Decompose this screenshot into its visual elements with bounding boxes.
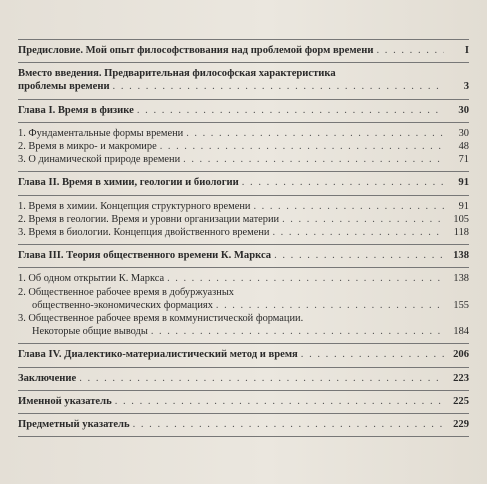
leader-dots — [167, 272, 444, 285]
toc-entry-chapter-4[interactable] — [18, 348, 469, 361]
entry-title: 1. Фундаментальные формы времени — [18, 127, 184, 139]
entry-page: 30 — [458, 127, 469, 139]
entry-page: 118 — [453, 227, 469, 239]
entry-title: 2. Время в геологии. Время и уровни организации материи — [18, 213, 280, 225]
leader-dots — [186, 127, 444, 140]
toc-entry-3-2[interactable] — [18, 286, 469, 312]
leader-dots — [376, 44, 444, 57]
leader-dots — [216, 299, 444, 312]
entry-title: Предисловие. Мой опыт философствования над проблемой форм времени — [18, 45, 374, 56]
entry-page: 206 — [453, 349, 469, 361]
divider — [18, 413, 469, 414]
leader-dots — [274, 249, 444, 262]
entry-title: 3. О динамической природе времени — [18, 154, 181, 166]
entry-title: Глава IV. Диалектико-материалистический метод и время — [18, 349, 298, 361]
entry-title: Глава II. Время в химии, геологии и биологии — [18, 177, 239, 189]
entry-page: 30 — [458, 104, 469, 116]
toc-entry-conclusion[interactable] — [18, 372, 469, 385]
toc-entry-chapter-1[interactable] — [18, 104, 469, 117]
divider — [18, 436, 469, 437]
divider — [18, 39, 469, 40]
toc-entry-2-1[interactable] — [18, 200, 469, 213]
entry-page: 105 — [453, 213, 469, 225]
entry-title: 3. Время в биологии. Концепция двойственного времени — [18, 227, 270, 239]
divider — [18, 62, 469, 63]
toc-entry-2-3[interactable] — [18, 226, 469, 239]
entry-title: 2. Время в микро- и макромире — [18, 141, 157, 153]
leader-dots — [282, 213, 444, 226]
entry-page: 229 — [453, 419, 469, 431]
leader-dots — [242, 176, 444, 189]
entry-page: 91 — [458, 177, 469, 189]
entry-page: 223 — [453, 372, 469, 384]
entry-title-line2: проблемы времени — [18, 81, 110, 93]
entry-page: 71 — [458, 154, 469, 166]
divider — [18, 99, 469, 100]
entry-page: 138 — [453, 250, 469, 262]
leader-dots — [183, 153, 444, 166]
divider — [18, 244, 469, 245]
leader-dots — [115, 395, 444, 408]
entry-title-line2: Некоторые общие выводы — [32, 326, 148, 338]
entry-page: 3 — [463, 81, 469, 93]
divider — [18, 390, 469, 391]
toc-entry-2-2[interactable] — [18, 213, 469, 226]
entry-title: 1. Время в химии. Концепция структурного времени — [18, 200, 251, 212]
toc-entry-preface[interactable] — [18, 44, 469, 57]
toc-entry-name-index[interactable] — [18, 395, 469, 408]
entry-title: Глава I. Время в физике — [18, 104, 134, 116]
entry-page: 138 — [453, 273, 469, 285]
entry-title-line2: общественно-экономических формациях — [32, 299, 213, 311]
divider — [18, 267, 469, 268]
entry-title: Именной указатель — [18, 395, 112, 407]
entry-title: 1. Об одном открытии К. Маркса — [18, 273, 165, 285]
leader-dots — [133, 418, 444, 431]
entry-title: Заключение — [18, 372, 77, 384]
entry-page: 155 — [453, 299, 469, 311]
toc-entry-1-3[interactable] — [18, 153, 469, 166]
entry-page: 91 — [458, 200, 469, 212]
leader-dots — [137, 104, 444, 117]
leader-dots — [301, 348, 444, 361]
leader-dots — [253, 200, 444, 213]
divider — [18, 343, 469, 344]
entry-page: 225 — [453, 395, 469, 407]
toc-entry-subject-index[interactable] — [18, 418, 469, 431]
divider — [18, 195, 469, 196]
toc-entry-chapter-2[interactable] — [18, 176, 469, 189]
entry-title: Предметный указатель — [18, 419, 130, 431]
entry-title-line1: Вместо введения. Предварительная философская характеристика — [18, 68, 336, 80]
entry-page: 48 — [458, 141, 469, 153]
leader-dots — [160, 140, 444, 153]
leader-dots — [272, 226, 444, 239]
entry-page: 184 — [453, 326, 469, 338]
divider — [18, 171, 469, 172]
divider — [18, 367, 469, 368]
entry-title-line1: 2. Общественное рабочее время в добуржуазных — [18, 286, 235, 298]
toc-entry-1-1[interactable] — [18, 127, 469, 140]
entry-page: I — [464, 45, 469, 56]
toc-entry-3-1[interactable] — [18, 272, 469, 285]
toc-entry-chapter-3[interactable] — [18, 249, 469, 262]
toc-entry-3-3[interactable] — [18, 312, 469, 338]
leader-dots — [113, 80, 444, 93]
entry-title-line1: 3. Общественное рабочее время в коммунистической формации. — [18, 313, 304, 325]
divider — [18, 122, 469, 123]
toc-entry-intro[interactable] — [18, 67, 469, 93]
toc-entry-1-2[interactable] — [18, 140, 469, 153]
leader-dots — [79, 372, 444, 385]
leader-dots — [151, 325, 444, 338]
entry-title: Глава III. Теория общественного времени К. Маркса — [18, 250, 272, 262]
